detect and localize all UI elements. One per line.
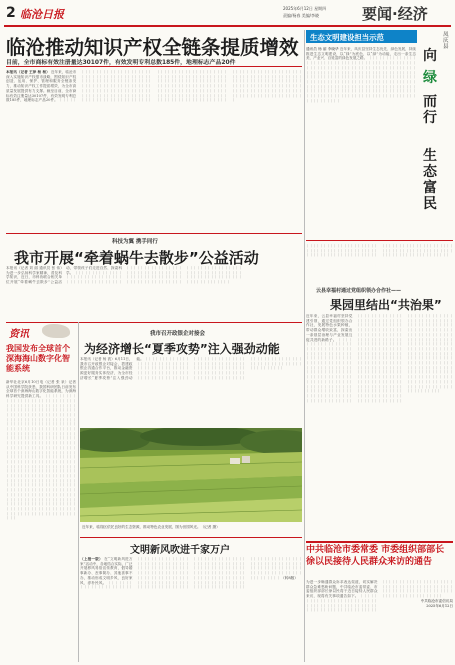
eco-banner-title: 生态文明建设担当示范 [310,33,384,42]
wenming-body [80,557,302,662]
headline-part-1: 向 [423,48,437,64]
date-line: 2025年6月12日 星期四 [283,6,327,11]
header-rule [4,25,451,27]
china-map-icon [42,324,70,338]
lead-body [6,70,302,230]
notice-filler: ｜｜｜｜｜｜｜｜｜｜｜｜｜｜｜｜｜｜｜｜｜｜｜｜｜｜｜｜｜｜｜｜｜｜｜｜｜｜｜｜｜｜｜｜｜｜｜｜｜｜｜｜｜｜｜｜｜｜｜｜｜｜｜｜｜｜｜｜｜｜｜｜｜｜｜｜｜｜｜｜｜｜｜｜｜｜｜｜｜｜｜｜｜｜｜｜｜｜｜｜｜｜｜｜｜｜｜｜｜｜｜｜｜｜｜｜｜｜｜｜｜｜｜｜｜｜｜｜｜｜｜｜｜｜｜｜｜｜｜｜｜｜｜｜｜｜｜｜｜ [306,580,453,613]
farming-body [80,357,302,425]
lead-headline: 临沧推动知识产权全链条提质增效 [6,36,299,59]
sidebar-article [306,47,416,232]
news-brief-label-box [4,322,76,340]
fruit-body-text: 近年来，云县幸福村坚持党建引领，通过党组织领办合作社，发展特色水果种植，带动群众增收致富，探索出一条基层治理与产业发展互促共进的新路子。 [306,314,353,342]
section-title: 要闻·经济 [362,5,428,23]
lead-subheadline: 目前，全市商标有效注册量达30107件，有效发明专利总数185件，地理标志产品20件 [6,60,236,66]
wenming-body-text: 在“文明新风进万家”活动中，各地结合实际，广泛开展移风易俗宣传教育，倡导婚事新办、丧事简办、其他喜事不办，推动形成文明乡风、良好家风、淳朴民风。 [80,557,133,585]
sidebar-filler: ｜｜｜｜｜｜｜｜｜｜｜｜｜｜｜｜｜｜｜｜｜｜｜｜｜｜｜｜｜｜｜｜｜｜｜｜｜｜｜｜｜｜｜｜｜｜｜｜｜｜｜｜｜｜｜｜｜｜｜｜｜｜｜｜｜｜｜｜｜｜｜｜｜｜｜｜｜｜｜｜｜｜｜｜｜｜｜｜｜｜｜｜｜｜｜｜｜｜｜｜｜｜｜｜｜｜｜｜｜｜｜｜｜｜｜｜｜｜｜｜｜｜｜｜｜｜｜｜｜｜｜｜｜｜｜｜｜｜｜｜｜｜｜｜｜｜｜｜｜｜｜｜｜｜｜｜｜｜｜｜｜｜｜｜｜｜｜｜｜｜｜｜｜｜｜｜｜｜｜｜｜｜｜｜｜｜｜｜｜｜｜｜｜｜｜｜｜｜｜｜｜｜｜｜｜｜｜｜｜｜｜｜｜｜｜｜｜｜｜｜｜｜｜｜｜｜｜｜｜｜｜｜｜｜｜｜｜｜｜｜｜｜｜｜｜｜｜｜｜｜｜｜｜｜｜｜｜｜｜｜｜｜｜｜｜｜｜｜｜｜｜｜｜｜｜｜｜｜｜｜ [306,56,416,103]
sidebar-body: 近年来，凤庆县坚持生态优先、绿色发展，持续推进生态文明建设，以“绿”为底色，以“绿”为动能，走出一条生态美、产业兴、百姓富的绿色发展之路。 [306,47,416,61]
right-upper-column [306,244,453,284]
news-brief-label: 资讯 [9,329,29,340]
kexie-body-text: 本报讯（记者 刘 丽 通讯员 张 伟）为进一步弘扬科学家精神，普及科学知识，近日，市科协联合相关单位开展“牵着蜗牛去散步”公益活动，带领孩子们走进自然、探索科学。 [6,266,122,285]
headline-part-4: 生态富民 [423,148,437,212]
farming-body-text: 本报讯（记者 杨 波）6月11日，我市召开政银企对接会，搭建政银企沟通合作平台，推动金融资源更好服务实体经济，为全市经济增长“夏季攻势”注入强劲动能。 [80,357,144,380]
notice-top-rule [306,541,453,543]
column-divider-right [304,30,305,662]
fruit-top-rule [306,240,453,241]
kexie-body [6,266,302,322]
farmland-photo-caption: 近年来，临翔区依托良好的生态资源，推动特色农业发展，图为田园风光。（记者 摄） [82,525,220,529]
fruit-filler: ｜｜｜｜｜｜｜｜｜｜｜｜｜｜｜｜｜｜｜｜｜｜｜｜｜｜｜｜｜｜｜｜｜｜｜｜｜｜｜｜｜｜｜｜｜｜｜｜｜｜｜｜｜｜｜｜｜｜｜｜｜｜｜｜｜｜｜｜｜｜｜｜｜｜｜｜｜｜｜｜｜｜｜｜｜｜｜｜｜｜｜｜｜｜｜｜｜｜｜｜｜｜｜｜｜｜｜｜｜｜｜｜｜｜｜｜｜｜｜｜｜｜｜｜｜｜｜｜｜｜｜｜｜｜｜｜｜｜｜｜｜｜｜｜｜｜｜｜｜｜｜｜｜｜｜｜｜｜｜｜｜｜｜｜｜｜｜｜｜｜｜｜｜｜｜｜｜｜｜｜｜｜｜｜｜｜｜｜｜｜｜｜｜｜｜｜｜｜｜｜｜｜｜｜｜｜｜｜｜｜｜｜｜｜｜｜｜｜｜｜｜｜｜｜｜｜｜｜｜｜｜｜｜｜｜｜｜｜｜｜｜｜｜｜｜｜｜｜｜｜｜｜｜｜｜｜｜｜｜｜｜｜｜｜｜｜｜｜｜｜｜｜｜｜｜｜｜｜｜｜｜｜｜｜｜｜｜｜｜｜｜｜｜｜｜｜｜｜｜｜｜｜｜｜｜｜｜｜｜｜｜｜｜｜｜｜｜｜｜｜｜｜｜｜｜｜｜｜｜｜｜｜｜｜｜｜｜｜｜｜｜｜｜｜｜｜｜｜｜｜｜｜｜｜｜｜｜｜｜｜｜｜｜｜｜｜｜｜｜｜｜｜｜｜｜｜｜｜｜｜｜｜｜｜｜｜｜｜｜｜｜｜｜｜｜｜｜｜｜｜｜｜｜｜｜｜｜｜｜｜｜｜｜｜｜｜｜｜｜｜｜｜｜｜｜｜｜｜｜｜｜｜｜｜｜｜｜｜｜｜｜｜｜｜｜｜｜｜｜｜｜｜｜｜｜｜｜｜｜｜｜｜｜｜｜｜｜｜｜｜｜｜｜｜｜｜｜｜｜｜｜｜｜｜｜｜｜｜｜｜｜｜｜｜｜｜｜｜｜｜｜｜｜｜｜｜｜｜｜｜｜｜｜｜｜｜｜｜｜｜｜｜｜｜｜｜｜｜｜｜｜｜｜｜｜｜｜｜｜｜｜｜｜｜｜｜｜｜｜｜｜｜｜｜｜｜｜｜｜｜｜｜｜｜｜｜｜｜｜｜｜｜｜｜｜｜｜｜｜｜｜｜｜｜｜｜｜｜｜｜｜｜｜｜｜｜｜｜｜｜｜｜｜｜｜｜｜｜｜｜｜｜｜｜｜｜｜｜｜｜｜｜｜｜｜｜｜｜｜｜｜｜｜｜｜｜｜｜ [306,314,453,403]
notice-headline: 中共临沧市委常委 市委组织部部长徐以民接待人民群众来访的通告 [306,545,445,567]
farming-kicker: 我市召开政银企对接会 [150,331,206,337]
masthead [0,0,455,28]
section-divider-3 [80,537,302,538]
headline-part-3: 而行 [423,94,437,126]
farming-filler: ｜｜｜｜｜｜｜｜｜｜｜｜｜｜｜｜｜｜｜｜｜｜｜｜｜｜｜｜｜｜｜｜｜｜｜｜｜｜｜｜｜｜｜｜｜｜｜｜｜｜｜｜｜｜｜｜｜｜｜｜｜｜｜｜｜｜｜｜｜｜｜｜｜｜｜｜｜｜｜｜｜｜｜｜｜｜｜｜｜｜｜｜｜｜｜｜｜｜｜｜｜｜｜｜｜｜｜｜｜｜｜｜｜｜｜｜｜｜｜｜｜｜｜｜｜｜｜｜｜｜｜｜｜｜｜｜｜｜｜｜｜｜｜｜｜｜｜｜｜｜｜｜｜｜｜｜｜｜｜｜｜｜｜｜｜｜｜｜｜｜｜｜｜｜｜｜｜｜｜｜｜｜｜｜｜｜｜｜ [136,357,302,380]
farmland-photo [80,428,302,522]
right-upper-text [306,244,453,284]
farming-body-column [80,357,302,425]
notice-body-column [306,580,453,662]
sidebar-byline: 通讯员 杨 丽 李晓华 [306,47,339,51]
notice-signoff-1: 中共临沧市委信访局 [420,598,453,603]
editor-line: 责编/杨春 美编/李晓 [283,13,319,18]
fruit-body [306,314,453,538]
right-upper-filler: ｜｜｜｜｜｜｜｜｜｜｜｜｜｜｜｜｜｜｜｜｜｜｜｜｜｜｜｜｜｜｜｜｜｜｜｜｜｜｜｜｜｜｜｜｜｜｜｜｜｜｜｜｜｜｜｜｜｜｜｜｜｜｜｜｜｜｜｜｜｜｜｜｜｜｜｜｜｜｜｜｜｜｜｜｜｜｜｜｜｜｜｜｜｜｜｜｜｜｜｜｜｜｜｜｜｜｜｜｜｜｜｜｜｜｜｜｜｜｜｜｜｜｜｜｜ [306,244,453,258]
lead-byline: 本报讯（记者 王泽 杨 杨） [6,70,50,74]
county-label: 凤庆县 [443,32,449,50]
wenming-subhead: （上接一版） [80,557,103,561]
section-divider-1 [6,233,302,234]
wenming-headline: 文明新风吹进千家万户 [130,545,230,556]
lead-body-column [6,70,302,230]
kexie-kicker: 科技为翼 携手同行 [112,239,158,245]
kexie-headline: 我市开展“牵着蜗牛去散步”公益活动 [14,249,259,267]
fruit-kicker: 云县幸福村通过党组织领办合作社—— [316,288,402,294]
eco-vertical-headline [420,30,453,235]
notice-body-text: 为进一步畅通群众诉求表达渠道，切实解决群众急难愁盼问题，中共临沧市委常委、市委组织部部长徐以民将于近日接待人民群众来访，现将有关事项通告如下。 [306,580,378,599]
farming-headline: 为经济增长“夏季攻势”注入强劲动能 [84,342,280,356]
news-brief-headline: 我国发布全球首个深海海山数字化智能系统 [6,344,70,373]
notice-signoff-2: 2025年6月12日 [426,603,453,608]
fruit-headline: 果园里结出“共治果” [330,298,442,312]
farmland-illustration [80,428,302,522]
news-brief-filler: ｜｜｜｜｜｜｜｜｜｜｜｜｜｜｜｜｜｜｜｜｜｜｜｜｜｜｜｜｜｜｜｜｜｜｜｜｜｜｜｜｜｜｜｜｜｜｜｜｜｜｜｜｜｜｜｜｜｜｜｜｜｜｜｜｜｜｜｜｜｜｜｜｜｜｜｜｜｜｜｜｜｜｜｜｜｜｜｜｜｜｜｜｜｜｜｜｜｜｜｜｜｜｜｜｜｜｜｜｜｜｜｜｜｜｜｜｜｜｜｜｜｜｜｜｜｜｜｜｜｜｜｜｜｜｜｜｜｜｜｜｜｜｜｜｜｜｜｜｜｜｜｜｜｜｜｜｜｜｜｜｜｜｜｜｜｜｜｜｜｜｜｜｜｜｜｜｜｜｜｜｜｜｜｜｜｜｜｜｜｜｜｜｜｜｜｜｜｜｜｜｜｜｜｜｜｜｜｜｜｜｜｜｜｜｜｜｜｜｜｜｜｜｜｜｜｜｜｜｜｜｜｜｜｜｜｜｜｜｜｜｜｜｜｜｜｜｜｜｜｜｜｜｜｜｜｜｜｜｜｜｜｜｜｜｜｜｜｜｜｜｜｜｜｜｜｜｜｜｜｜｜｜｜｜｜｜｜｜｜｜｜｜｜｜｜｜｜｜｜｜｜｜｜｜｜｜｜｜｜｜｜｜｜｜｜｜｜｜｜｜｜｜｜｜｜｜｜｜｜｜｜｜｜｜｜｜｜｜｜｜｜｜｜｜｜｜｜｜｜｜｜｜｜｜｜｜｜｜｜｜｜｜｜｜｜｜｜｜｜｜｜｜｜｜｜｜｜｜｜｜｜｜｜｜｜｜｜｜｜｜｜｜｜｜｜｜｜｜｜｜｜｜｜｜｜｜｜｜｜｜｜｜｜｜｜｜｜｜｜｜｜｜｜｜｜｜｜｜｜｜｜｜｜｜｜｜｜｜｜｜｜｜｜｜｜｜｜｜｜｜｜｜｜｜｜｜｜｜｜｜｜｜｜｜｜｜｜｜｜｜｜｜｜｜｜｜｜｜｜｜｜｜｜｜｜｜｜｜｜｜｜｜｜｜｜｜｜｜｜｜｜｜｜｜｜｜｜｜｜｜｜｜ [6,394,76,521]
eco-banner [306,30,417,43]
fruit-body-column [306,314,453,538]
wenming-continued: （转8版） [281,575,298,580]
lead-rule [6,66,302,67]
lead-body-text: 近年来，临沧市深入实施知识产权强市战略，围绕知识产权创造、运用、保护、管理和服务全链条发力，推动知识产权工作提质增效，为全市高质量发展提供有力支撑。截至目前，全市商标有效注册量达30107件，有效发明专利总数185件，地理标志产品20件。 [6,70,77,103]
page-number: 2 [6,5,16,21]
news-brief-text: 新华社北京6月10日电（记者 张 泉）记者从中国科学院获悉，我国科研团队日前发布全球首个深海海山数字化智能系统，为深海科学研究提供新工具。 [6,380,76,399]
newspaper-logo: 临沧日报 [20,8,64,21]
column-divider-left [78,322,79,662]
headline-part-2: 绿 [423,70,437,86]
wenming-filler: ｜｜｜｜｜｜｜｜｜｜｜｜｜｜｜｜｜｜｜｜｜｜｜｜｜｜｜｜｜｜｜｜｜｜｜｜｜｜｜｜｜｜｜｜｜｜｜｜｜｜｜｜｜｜｜｜｜｜｜｜｜｜｜｜｜｜｜｜｜｜｜｜｜｜｜｜｜｜｜｜｜｜｜｜｜｜｜｜｜｜｜｜｜｜｜｜｜｜｜｜｜｜｜｜｜｜｜｜｜｜｜｜｜｜｜｜｜｜｜｜｜｜｜｜｜｜｜｜｜｜｜｜｜｜｜｜｜｜｜｜｜｜｜｜｜｜｜｜｜｜｜｜｜｜｜｜｜｜｜｜｜｜｜｜｜｜｜｜｜｜｜｜｜｜｜｜｜｜｜｜｜｜｜｜｜｜｜｜｜｜｜｜｜｜｜｜｜｜｜｜｜｜｜｜｜｜｜｜｜｜｜｜｜｜｜｜｜｜｜｜｜｜｜｜｜｜｜｜｜｜｜｜｜｜｜｜｜｜｜｜｜｜｜｜｜｜｜｜｜｜｜｜｜｜｜｜｜｜｜｜｜｜｜｜｜｜｜｜｜｜｜｜｜｜｜｜｜｜｜｜｜｜｜｜｜｜｜｜｜｜｜｜｜｜｜｜｜｜｜｜｜ [80,557,302,590]
wenming-body-column [80,557,302,662]
notice-body [306,580,453,662]
section-divider-2 [6,322,302,323]
lead-body-filler: ｜｜｜｜｜｜｜｜｜｜｜｜｜｜｜｜｜｜｜｜｜｜｜｜｜｜｜｜｜｜｜｜｜｜｜｜｜｜｜｜｜｜｜｜｜｜｜｜｜｜｜｜｜｜｜｜｜｜｜｜｜｜｜｜｜｜｜｜｜｜｜｜｜｜｜｜｜｜｜｜｜｜｜｜｜｜｜｜｜｜｜｜｜｜｜｜｜｜｜｜｜｜｜｜｜｜｜｜｜｜｜｜｜｜｜｜｜｜｜｜｜｜｜｜｜｜｜｜｜｜｜｜｜｜｜｜｜｜｜｜｜｜｜｜｜｜｜｜｜｜｜｜｜｜｜｜｜｜｜｜｜｜｜｜｜｜｜｜｜｜｜｜｜｜｜｜｜｜｜｜｜｜｜｜｜｜｜｜｜｜｜｜｜｜｜｜｜｜｜｜｜｜｜｜｜｜｜｜｜｜｜｜｜｜｜｜｜｜｜｜｜｜｜｜｜｜｜｜｜｜｜｜｜｜｜｜｜｜｜｜｜｜｜｜｜｜｜｜｜｜｜｜｜｜｜｜｜｜｜｜｜｜｜｜｜｜｜｜｜｜｜｜｜｜｜｜｜｜｜｜｜｜｜｜｜｜｜｜｜｜｜｜｜｜｜｜｜｜｜｜｜｜｜｜｜｜｜｜｜｜｜｜｜｜｜｜｜｜｜｜｜｜｜｜｜｜｜｜｜｜｜｜｜｜｜｜｜｜｜｜｜｜｜｜｜｜｜｜｜｜｜｜｜｜｜｜｜｜｜｜｜｜｜｜｜｜｜｜｜｜｜｜｜｜｜｜｜｜｜｜｜｜｜｜｜｜｜｜｜｜｜｜｜｜｜｜｜｜｜｜｜｜｜｜｜｜ [59,70,302,103]
kexie-body-column [6,266,302,322]
kexie-filler: ｜｜｜｜｜｜｜｜｜｜｜｜｜｜｜｜｜｜｜｜｜｜｜｜｜｜｜｜｜｜｜｜｜｜｜｜｜｜｜｜｜｜｜｜｜｜｜｜｜｜｜｜｜｜｜｜｜｜｜｜｜｜｜｜｜｜｜｜｜｜｜｜｜｜｜｜｜｜｜｜｜｜｜｜｜｜｜｜｜｜｜｜｜｜｜｜｜｜｜｜｜｜｜｜｜｜｜｜｜｜｜｜｜｜｜｜｜｜｜｜｜｜｜｜｜｜｜｜｜｜｜｜｜｜｜｜｜｜｜｜｜｜｜｜｜｜｜｜｜｜｜｜｜｜｜｜｜｜｜｜｜｜｜｜｜｜｜｜｜｜｜ [66,266,242,285]
news-brief-body [6,380,76,662]
